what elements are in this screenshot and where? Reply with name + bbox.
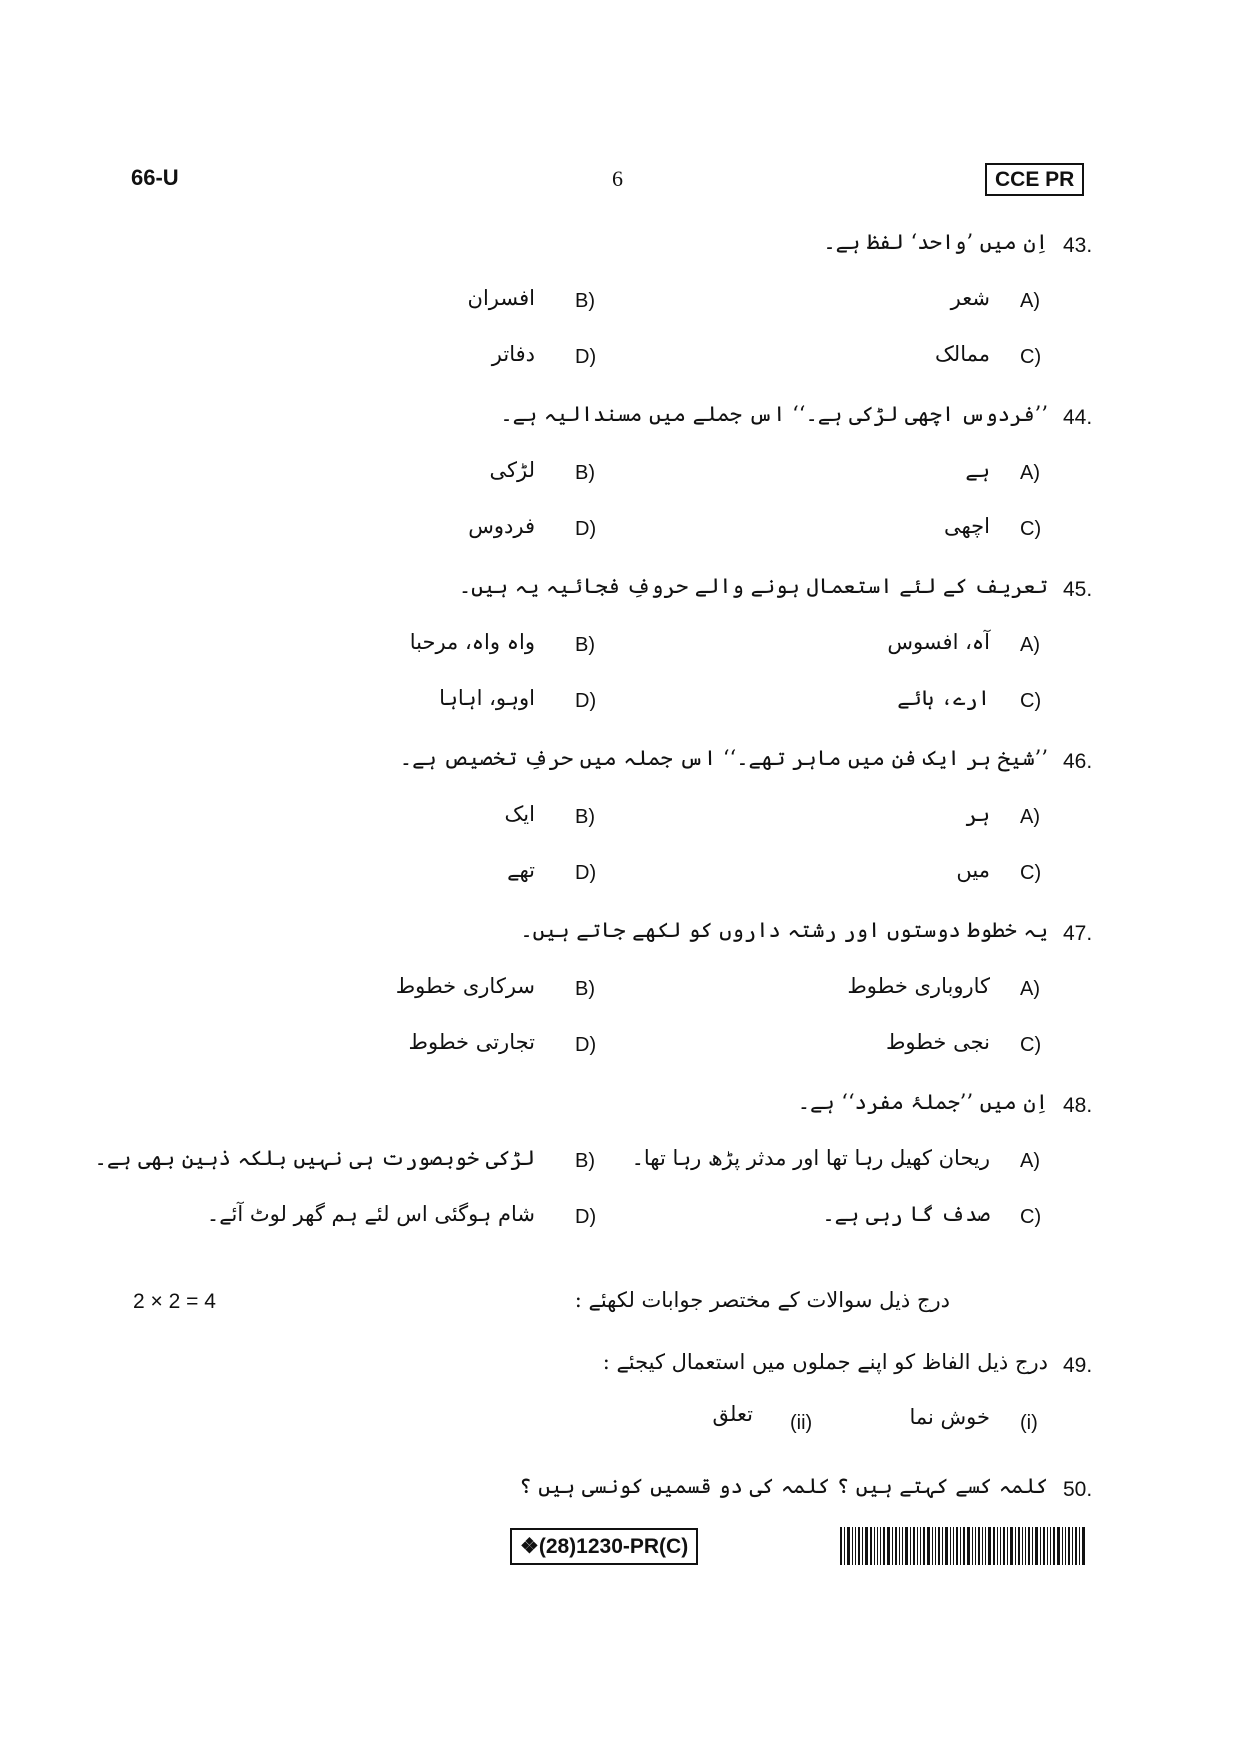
q49-item-ii-text: تعلق (712, 1402, 753, 1426)
barcode-bar (938, 1527, 940, 1565)
option-b-label: B) (575, 806, 595, 828)
barcode-bar (1015, 1527, 1016, 1565)
barcode-bar (1050, 1527, 1051, 1565)
option-d-label: D) (575, 1206, 597, 1228)
paper-code-footer: ❖(28)1230-PR(C) (510, 1528, 698, 1565)
option-a-label: A) (1020, 462, 1040, 484)
barcode-bar (1035, 1527, 1038, 1565)
option-a-label: A) (1020, 806, 1040, 828)
option-c-label: C) (1020, 518, 1042, 540)
question-text: تعریف کے لئے استعمال ہونے والے حروفِ فجائیہ یہ ہیں۔ (458, 574, 1048, 598)
option-c-label: C) (1020, 690, 1042, 712)
barcode-bar (852, 1527, 853, 1565)
barcode-bar (1057, 1527, 1060, 1565)
question-text: ’’فردوس اچھی لڑکی ہے۔‘‘ اس جملے میں مسندالیہ ہے۔ (500, 402, 1048, 426)
option-a-text: ہر (965, 802, 990, 826)
option-a-label: A) (1020, 978, 1040, 1000)
barcode-bar (877, 1527, 878, 1565)
option-b-text: لڑکی خوبصورت ہی نہیں بلکہ ذہین بھی ہے۔ (94, 1146, 535, 1170)
option-b-text: افسران (467, 286, 535, 310)
option-c-text: ارے، ہائے (897, 686, 990, 710)
barcode-bar (978, 1527, 980, 1565)
option-d-label: D) (575, 346, 597, 368)
option-d-label: D) (575, 690, 597, 712)
option-b-text: سرکاری خطوط (395, 974, 535, 998)
option-b-label: B) (575, 462, 595, 484)
barcode-bar (1000, 1527, 1001, 1565)
question-text: یہ خطوط دوستوں اور رشتہ داروں کو لکھے جاتے ہیں۔ (520, 918, 1048, 942)
barcode (840, 1527, 1100, 1565)
option-d-label: D) (575, 518, 597, 540)
barcode-bar (913, 1527, 915, 1565)
barcode-bar (1079, 1527, 1080, 1565)
barcode-bar (1072, 1527, 1073, 1565)
barcode-bar (905, 1527, 908, 1565)
barcode-bar (1053, 1527, 1055, 1565)
barcode-bar (1043, 1527, 1045, 1565)
barcode-bar (902, 1527, 903, 1565)
barcode-bar (963, 1527, 965, 1565)
option-b-text: واہ واہ، مرحبا (409, 630, 535, 654)
barcode-bar (887, 1527, 890, 1565)
barcode-bar (997, 1527, 998, 1565)
question-text: ’’شیخ ہر ایک فن میں ماہر تھے۔‘‘ اس جملہ میں حرفِ تخصیص ہے۔ (399, 746, 1048, 770)
barcode-bar (956, 1527, 958, 1565)
barcode-bar (1010, 1527, 1013, 1565)
option-d-text: تھے (507, 858, 535, 882)
barcode-bar (1022, 1527, 1023, 1565)
barcode-bar (1062, 1527, 1063, 1565)
barcode-bar (1068, 1527, 1070, 1565)
option-c-text: نجی خطوط (885, 1030, 990, 1054)
barcode-bar (985, 1527, 986, 1565)
question-number: 47. (1063, 922, 1093, 945)
option-c-text: ممالک (935, 342, 990, 366)
barcode-bar (967, 1527, 970, 1565)
section-marks: 2 × 2 = 4 (133, 1290, 216, 1313)
barcode-bar (932, 1527, 933, 1565)
barcode-bar (975, 1527, 976, 1565)
question-49-text: درج ذیل الفاظ کو اپنے جملوں میں استعمال کیجئے : (602, 1350, 1048, 1374)
option-b-label: B) (575, 978, 595, 1000)
q49-item-i-text: خوش نما (909, 1405, 990, 1429)
barcode-bar (923, 1527, 925, 1565)
option-d-text: اوہو، اہاہا (439, 686, 535, 710)
option-d-text: شام ہوگئی اس لئے ہم گھر لوٹ آئے۔ (206, 1202, 535, 1226)
barcode-bar (935, 1527, 936, 1565)
barcode-bar (910, 1527, 911, 1565)
option-a-label: A) (1020, 634, 1040, 656)
barcode-bar (840, 1527, 842, 1565)
question-text: اِن میں ’’جملۂ مفرد‘‘ ہے۔ (797, 1090, 1048, 1114)
option-c-label: C) (1020, 1034, 1042, 1056)
option-a-text: شعر (950, 286, 990, 310)
option-c-text: صدف گا رہی ہے۔ (822, 1202, 990, 1226)
barcode-bar (892, 1527, 893, 1565)
barcode-bar (883, 1527, 885, 1565)
barcode-bar (1082, 1527, 1085, 1565)
barcode-bar (874, 1527, 875, 1565)
option-c-label: C) (1020, 346, 1042, 368)
question-number: 46. (1063, 750, 1093, 773)
option-a-text: ہے (965, 458, 990, 482)
option-a-text: آہ، افسوس (887, 630, 990, 654)
barcode-bar (895, 1527, 897, 1565)
question-50-text: کلمہ کسے کہتے ہیں ؟ کلمہ کی دو قسمیں کونسی ہیں ؟ (519, 1474, 1048, 1498)
option-c-text: اچھی (944, 514, 990, 538)
option-d-text: فردوس (468, 514, 535, 538)
option-b-text: لڑکی (489, 458, 535, 482)
barcode-bar (862, 1527, 863, 1565)
barcode-bar (865, 1527, 868, 1565)
barcode-bar (1032, 1527, 1033, 1565)
option-d-label: D) (575, 1034, 597, 1056)
option-d-text: دفاتر (491, 342, 535, 366)
q49-item-ii-label: (ii) (790, 1412, 813, 1434)
option-b-label: B) (575, 1150, 595, 1172)
barcode-bar (870, 1527, 872, 1565)
barcode-bar (953, 1527, 954, 1565)
barcode-bar (927, 1527, 930, 1565)
barcode-bar (960, 1527, 961, 1565)
barcode-bar (950, 1527, 951, 1565)
question-number: 45. (1063, 578, 1093, 601)
section-instruction: درج ذیل سوالات کے مختصر جوابات لکھئے : (574, 1288, 950, 1312)
option-b-label: B) (575, 634, 595, 656)
option-a-label: A) (1020, 290, 1040, 312)
option-d-label: D) (575, 862, 597, 884)
question-text: اِن میں ’واحد‘ لفظ ہے۔ (823, 230, 1048, 254)
barcode-bar (988, 1527, 991, 1565)
barcode-bar (880, 1527, 881, 1565)
barcode-bar (1047, 1527, 1048, 1565)
page-number: 6 (612, 166, 623, 191)
question-49-number: 49. (1063, 1354, 1093, 1377)
paper-code: 66-U (131, 165, 179, 190)
option-a-label: A) (1020, 1150, 1040, 1172)
option-d-text: تجارتی خطوط (408, 1030, 535, 1054)
barcode-bar (1075, 1527, 1077, 1565)
question-number: 48. (1063, 1094, 1093, 1117)
barcode-bar (899, 1527, 900, 1565)
barcode-bar (1018, 1527, 1020, 1565)
option-b-text: ایک (504, 802, 535, 826)
barcode-bar (917, 1527, 918, 1565)
barcode-bar (982, 1527, 983, 1565)
barcode-bar (942, 1527, 943, 1565)
barcode-bar (920, 1527, 921, 1565)
barcode-bar (993, 1527, 995, 1565)
question-number: 44. (1063, 406, 1093, 429)
barcode-bar (1025, 1527, 1026, 1565)
exam-box-label: CCE PR (985, 163, 1084, 196)
question-50-number: 50. (1063, 1478, 1093, 1501)
barcode-bar (847, 1527, 850, 1565)
barcode-bar (858, 1527, 860, 1565)
q49-item-i-label: (i) (1020, 1412, 1038, 1434)
barcode-bar (1065, 1527, 1066, 1565)
option-b-label: B) (575, 290, 595, 312)
barcode-bar (855, 1527, 856, 1565)
barcode-bar (1007, 1527, 1008, 1565)
question-number: 43. (1063, 234, 1093, 257)
barcode-bar (1028, 1527, 1030, 1565)
barcode-bar (972, 1527, 973, 1565)
barcode-bar (844, 1527, 845, 1565)
option-a-text: کاروباری خطوط (847, 974, 990, 998)
barcode-bar (1040, 1527, 1041, 1565)
barcode-bar (945, 1527, 948, 1565)
barcode-bar (1003, 1527, 1005, 1565)
option-c-label: C) (1020, 862, 1042, 884)
option-c-text: میں (956, 858, 990, 882)
option-a-text: ریحان کھیل رہا تھا اور مدثر پڑھ رہا تھا۔ (631, 1146, 990, 1170)
option-c-label: C) (1020, 1206, 1042, 1228)
